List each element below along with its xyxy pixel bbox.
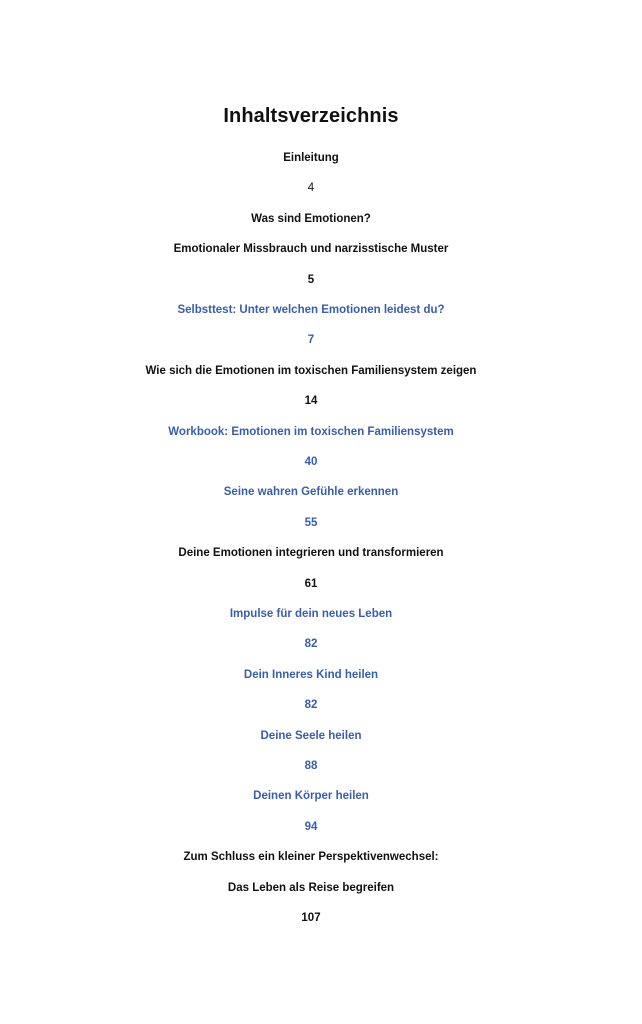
toc-entry: Zum Schluss ein kleiner Perspektivenwechsel: (183, 851, 439, 864)
toc-entry[interactable]: Impulse für dein neues Leben (229, 608, 393, 620)
toc-page-number[interactable]: 88 (304, 760, 318, 772)
toc-entry[interactable]: Deine Seele heilen (260, 729, 362, 742)
page-title: Inhaltsverzeichnis (223, 105, 399, 127)
toc-page-number: 61 (304, 577, 318, 590)
toc-page-number[interactable]: 82 (304, 638, 318, 651)
toc-entry: Wie sich die Emotionen im toxischen Familiensystem zeigen (145, 364, 477, 377)
toc-page-number[interactable]: 7 (307, 334, 315, 347)
toc-page-number: 107 (301, 912, 321, 924)
toc-entry[interactable]: Workbook: Emotionen im toxischen Familiensystem (168, 425, 454, 438)
toc-entry: Das Leben als Reise begreifen (227, 881, 395, 894)
toc-entry[interactable]: Selbsttest: Unter welchen Emotionen leidest du? (177, 304, 445, 316)
toc-page-number[interactable]: 55 (304, 516, 318, 529)
toc-entry: Deine Emotionen integrieren und transformieren (178, 547, 444, 560)
toc-entry: Emotionaler Missbrauch und narzisstische Muster (173, 243, 449, 256)
toc-entry[interactable]: Deinen Körper heilen (253, 790, 369, 803)
toc-entry: Einleitung (283, 152, 339, 164)
toc-page-number[interactable]: 40 (304, 456, 318, 468)
toc-entry[interactable]: Dein Inneres Kind heilen (243, 668, 379, 681)
toc-entry: Was sind Emotionen? (251, 212, 371, 225)
toc-page-number[interactable]: 94 (304, 820, 318, 833)
toc-page-number: 5 (307, 273, 315, 286)
toc-page-number[interactable]: 82 (304, 699, 318, 712)
toc-entry[interactable]: Seine wahren Gefühle erkennen (223, 486, 399, 499)
toc-page-number: 4 (307, 182, 315, 195)
toc-page-number: 14 (304, 395, 318, 408)
